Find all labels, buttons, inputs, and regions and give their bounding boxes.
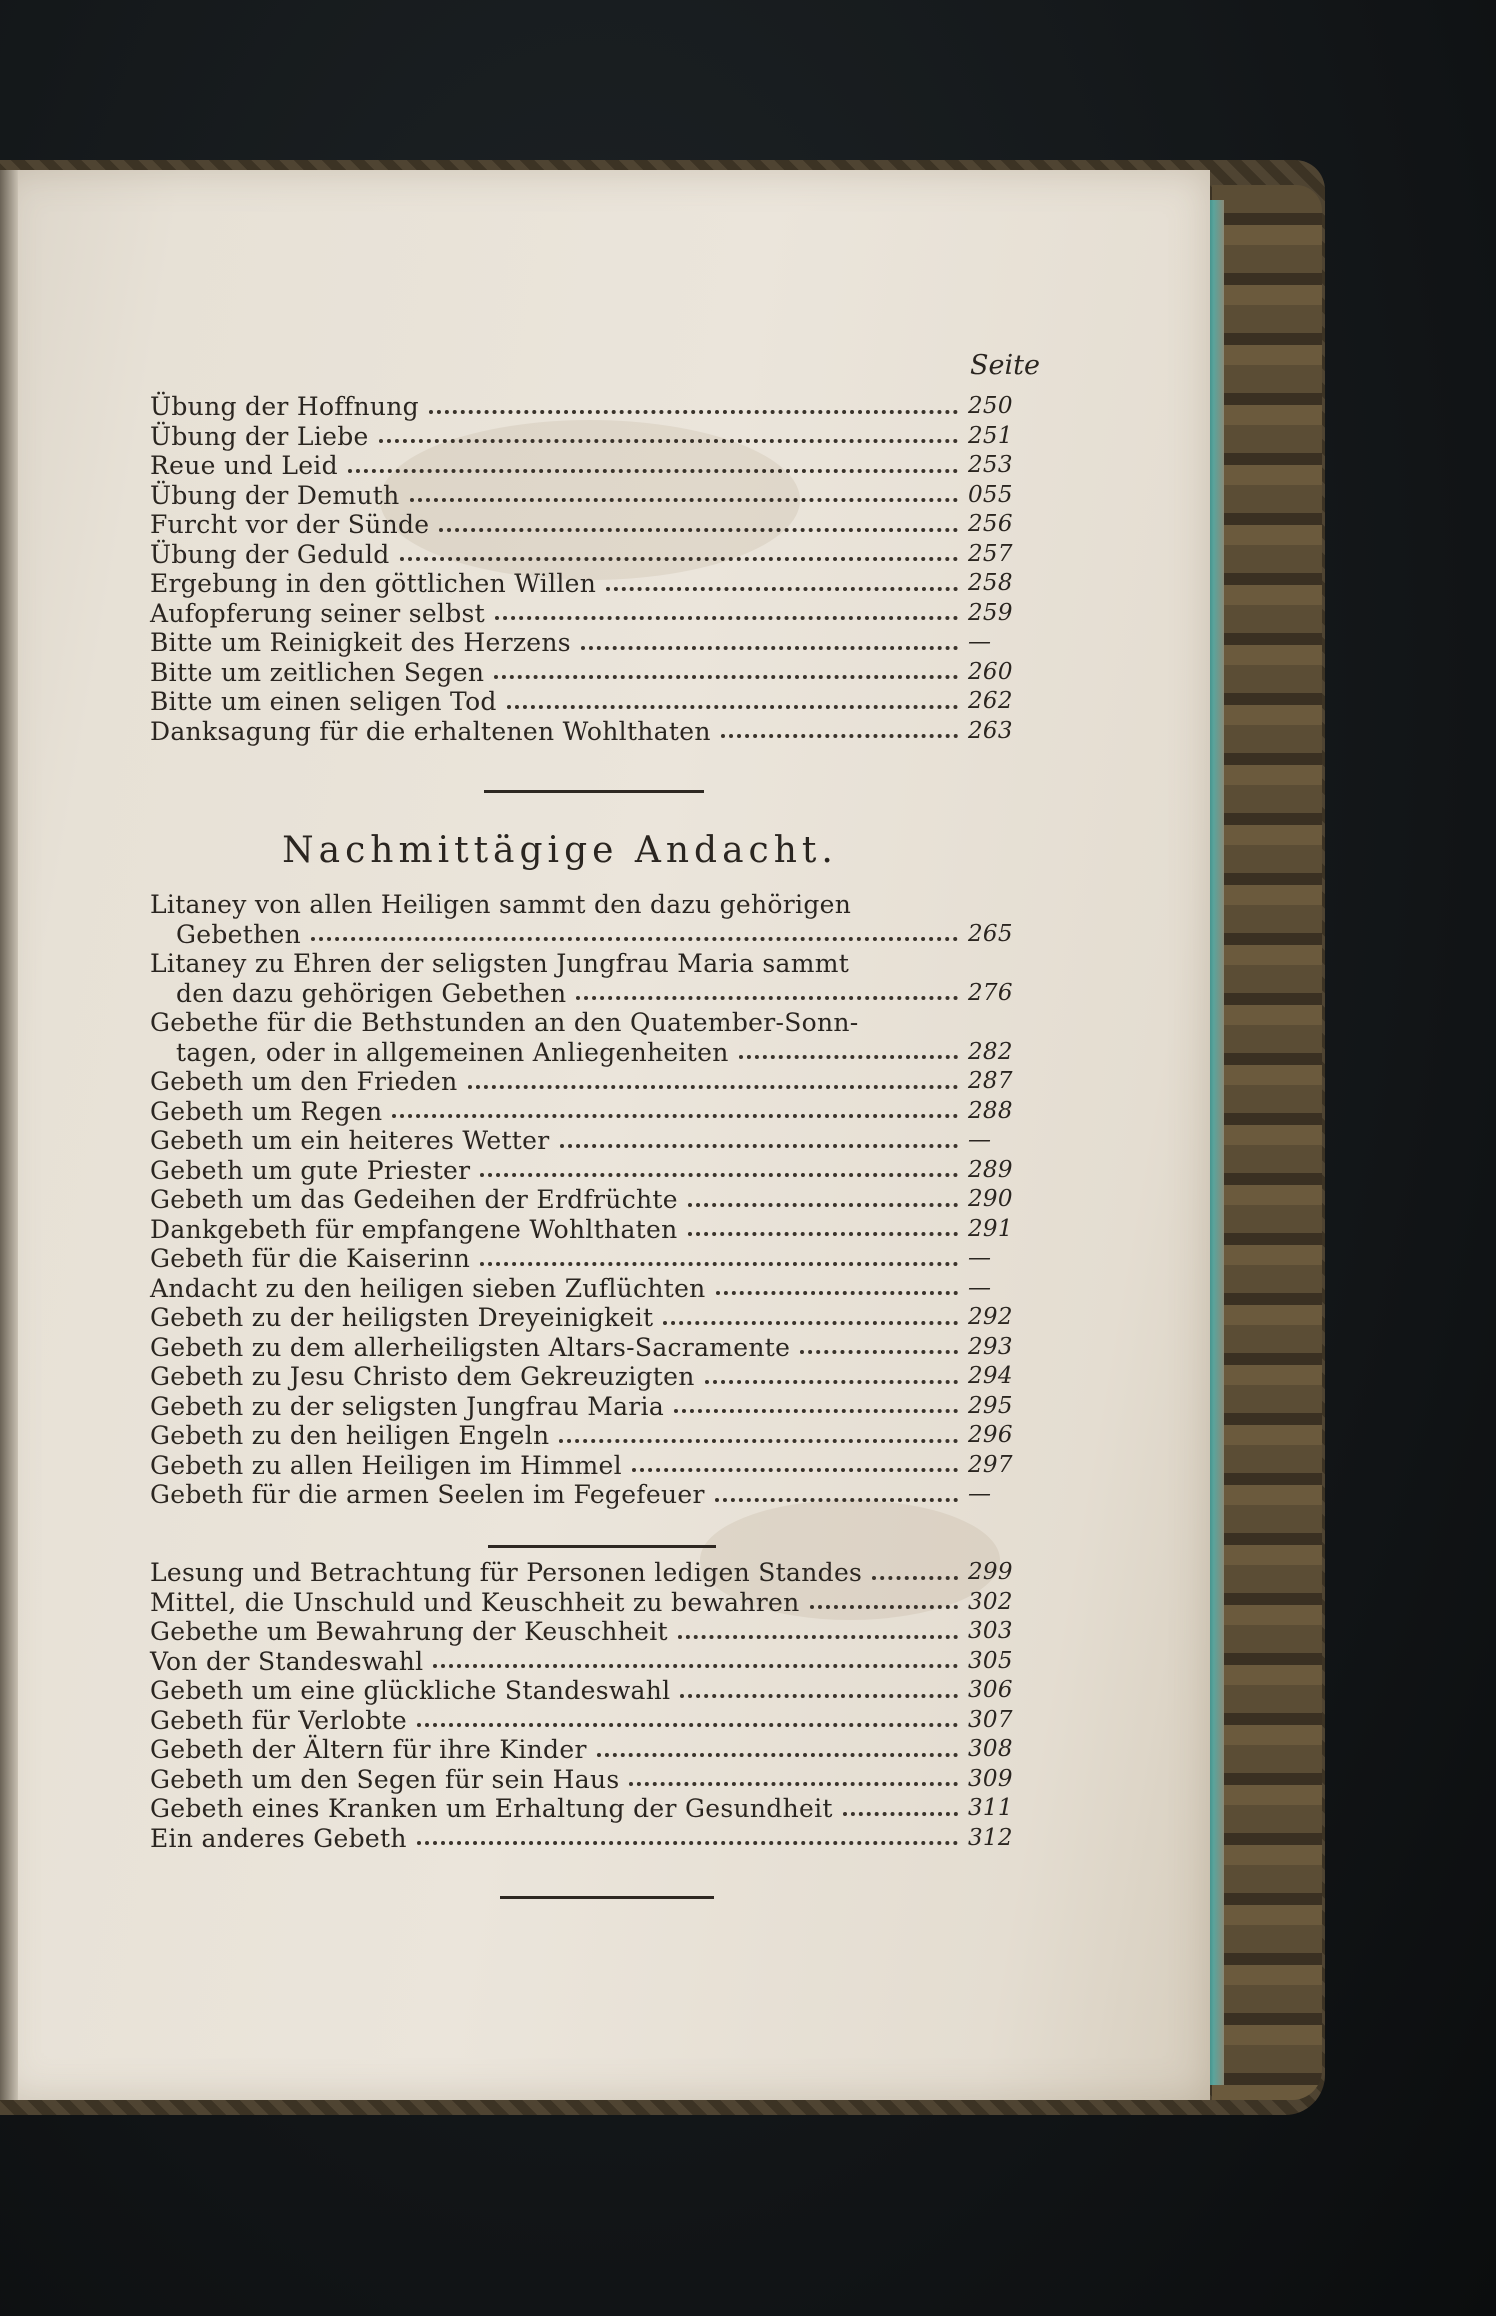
toc-entry — [150, 1067, 1020, 1097]
toc-entry-title: Gebethe für die Bethstunden an den Quatember-Sonn- — [150, 1008, 859, 1037]
toc-entry-title: Gebeth um Regen — [150, 1096, 383, 1126]
dot-leader — [843, 1812, 958, 1816]
toc-entry-page: — — [968, 1127, 992, 1153]
toc-entry — [150, 1480, 1020, 1510]
toc-entry-title: Litaney von allen Heiligen sammt den dazu gehörigen — [150, 890, 852, 919]
toc-entry-page: 289 — [968, 1156, 1013, 1183]
toc-entry — [150, 1676, 1020, 1706]
toc-entry-title: Gebeth zu dem allerheiligsten Altars-Sacramente — [150, 1332, 791, 1362]
toc-entry-page: 256 — [968, 511, 1013, 537]
toc-entry — [150, 1126, 1020, 1156]
toc-entry-page: 297 — [968, 1451, 1013, 1478]
toc-entry — [150, 1588, 1020, 1618]
dot-leader — [715, 1498, 958, 1502]
toc-entry-title: Gebeth der Ältern für ihre Kinder — [150, 1735, 587, 1764]
toc-entry — [150, 1215, 1020, 1245]
toc-entry-title: Gebeth eines Kranken um Erhaltung der Gesundheit — [150, 1794, 833, 1823]
toc-entry-page: 265 — [968, 920, 1013, 947]
toc-entry-page: 311 — [968, 1795, 1013, 1821]
dot-leader — [507, 705, 958, 709]
toc-entry — [150, 628, 1020, 658]
toc-entry-page: 259 — [968, 599, 1013, 626]
toc-entry-page: 258 — [968, 570, 1013, 596]
dot-leader — [480, 1262, 958, 1266]
dot-leader — [663, 1321, 958, 1325]
toc-entry-title: Gebeth zu den heiligen Engeln — [150, 1421, 550, 1450]
toc-entry-title: Gebeth um gute Priester — [150, 1155, 471, 1185]
dot-leader — [348, 469, 958, 473]
toc-entry — [150, 481, 1020, 511]
toc-entry-title: Bitte um zeitlichen Segen — [150, 657, 485, 687]
toc-entry-title: Danksagung für die erhaltenen Wohlthaten — [150, 716, 711, 746]
toc-entry-title: Gebeth um das Gedeihen der Erdfrüchte — [150, 1185, 678, 1214]
toc-entry-page: — — [968, 1481, 992, 1507]
toc-entry-page: 055 — [968, 481, 1013, 508]
toc-entry-page: 262 — [968, 688, 1013, 714]
toc-entry-title: Übung der Geduld — [150, 539, 390, 569]
toc-entry-page: 309 — [968, 1765, 1013, 1792]
section-divider — [488, 1545, 716, 1548]
toc-entry — [150, 1333, 1020, 1363]
toc-entry — [150, 599, 1020, 629]
dot-leader — [560, 1144, 959, 1148]
toc-entry — [150, 1156, 1020, 1186]
toc-entry-title: Gebeth zu der heiligsten Dreyeinigkeit — [150, 1303, 654, 1332]
dot-leader — [629, 1782, 958, 1786]
toc-entry-page: 287 — [968, 1068, 1013, 1094]
dot-leader — [800, 1350, 958, 1354]
toc-entry — [150, 1706, 1020, 1736]
dot-leader — [674, 1409, 958, 1413]
toc-entry-title: Gebeth zu allen Heiligen im Himmel — [150, 1450, 622, 1480]
dot-leader — [716, 1291, 958, 1295]
toc-entry-page: 302 — [968, 1588, 1013, 1615]
dot-leader — [581, 646, 958, 650]
toc-entry-page: 276 — [968, 979, 1013, 1006]
toc-entry — [150, 510, 1020, 540]
toc-entry-page: 257 — [968, 540, 1013, 567]
section-divider — [484, 790, 704, 793]
toc-entry — [150, 658, 1020, 688]
toc-entry — [150, 687, 1020, 717]
toc-entry-title: Dankgebeth für empfangene Wohlthaten — [150, 1214, 678, 1244]
toc-entry-page: 294 — [968, 1363, 1013, 1389]
toc-entry — [150, 1274, 1020, 1304]
toc-entry-title: Ein anderes Gebeth — [150, 1823, 407, 1853]
toc-entry-page: 251 — [968, 422, 1013, 449]
toc-entry-page: 263 — [968, 717, 1013, 744]
dot-leader — [480, 1173, 958, 1177]
toc-entry-page: 307 — [968, 1706, 1013, 1733]
toc-entry-title: Übung der Demuth — [150, 480, 400, 510]
dot-leader — [417, 1723, 958, 1727]
dot-leader — [400, 557, 958, 561]
toc-entry — [150, 1558, 1020, 1588]
toc-section-morning — [150, 392, 1020, 746]
dot-leader — [705, 1380, 958, 1384]
toc-entry-title: Gebeth für die Kaiserinn — [150, 1244, 471, 1273]
toc-entry-title: Von der Standeswahl — [150, 1646, 424, 1676]
dot-leader — [678, 1635, 958, 1639]
toc-entry-page: 282 — [968, 1038, 1013, 1065]
toc-entry-title: Gebeth für die armen Seelen im Fegefeuer — [150, 1480, 705, 1509]
toc-entry — [150, 1244, 1020, 1274]
dot-leader — [417, 1841, 958, 1845]
toc-entry-title: Gebeth um eine glückliche Standeswahl — [150, 1676, 671, 1705]
dot-leader — [433, 1664, 958, 1668]
toc-entry-page: 260 — [968, 658, 1013, 685]
toc-entry-page: 295 — [968, 1392, 1013, 1419]
toc-entry — [150, 717, 1020, 747]
toc-entry-title: Übung der Liebe — [150, 421, 369, 451]
toc-entry-page: 292 — [968, 1304, 1013, 1330]
toc-entry-title: Litaney zu Ehren der seligsten Jungfrau Maria sammt — [150, 949, 850, 978]
toc-entry-title-continued: den dazu gehörigen Gebethen — [176, 978, 567, 1008]
toc-entry-title: Gebeth um ein heiteres Wetter — [150, 1126, 550, 1155]
dot-leader — [597, 1753, 958, 1757]
page-column-label: Seite — [970, 350, 1040, 381]
toc-entry — [150, 451, 1020, 481]
toc-entry-page: 306 — [968, 1677, 1013, 1703]
toc-entry-title: Bitte um einen seligen Tod — [150, 687, 497, 716]
toc-entry-page: — — [968, 629, 992, 655]
toc-entry — [150, 1794, 1020, 1824]
dot-leader — [810, 1605, 959, 1609]
dot-leader — [632, 1468, 958, 1472]
toc-entry — [150, 569, 1020, 599]
toc-entry-title-continued: Gebethen — [176, 919, 302, 949]
dot-leader — [392, 1114, 958, 1118]
dot-leader — [494, 675, 958, 679]
toc-entry — [150, 1735, 1020, 1765]
toc-entry — [150, 392, 1020, 422]
toc-entry — [150, 1008, 1020, 1067]
toc-entry-title: Gebethe um Bewahrung der Keuschheit — [150, 1617, 668, 1646]
section-heading: Nachmittägige Andacht. — [282, 830, 838, 871]
toc-entry — [150, 1765, 1020, 1795]
toc-entry-title: Bitte um Reinigkeit des Herzens — [150, 628, 571, 657]
toc-entry — [150, 1617, 1020, 1647]
section-divider — [500, 1896, 714, 1899]
toc-entry-title: Gebeth um den Segen für sein Haus — [150, 1764, 620, 1794]
toc-entry — [150, 890, 1020, 949]
toc-entry — [150, 1362, 1020, 1392]
toc-entry — [150, 422, 1020, 452]
dot-leader — [680, 1694, 958, 1698]
dot-leader — [559, 1439, 958, 1443]
toc-entry-page: 290 — [968, 1186, 1013, 1212]
toc-entry — [150, 540, 1020, 570]
toc-entry-title: Reue und Leid — [150, 451, 338, 480]
cover-edge-pattern — [1212, 185, 1322, 2100]
dot-leader — [872, 1576, 958, 1580]
toc-entry-title: Mittel, die Unschuld und Keuschheit zu bewahren — [150, 1587, 800, 1617]
toc-entry-title: Übung der Hoffnung — [150, 392, 419, 421]
toc-entry — [150, 1303, 1020, 1333]
dot-leader — [721, 734, 958, 738]
toc-entry — [150, 949, 1020, 1008]
toc-entry-page: — — [968, 1245, 992, 1271]
toc-entry — [150, 1647, 1020, 1677]
toc-entry-page: 305 — [968, 1647, 1013, 1674]
toc-entry — [150, 1392, 1020, 1422]
dot-leader — [410, 498, 958, 502]
toc-entry-page: — — [968, 1274, 992, 1301]
toc-entry-page: 299 — [968, 1559, 1013, 1585]
toc-entry — [150, 1421, 1020, 1451]
toc-entry-title: Andacht zu den heiligen sieben Zuflüchten — [150, 1273, 706, 1303]
toc-entry-page: 293 — [968, 1333, 1013, 1360]
toc-entry-page: 308 — [968, 1736, 1013, 1762]
toc-entry-page: 303 — [968, 1618, 1013, 1644]
dot-leader — [311, 937, 958, 941]
toc-entry-page: 291 — [968, 1215, 1013, 1242]
toc-entry-page: 296 — [968, 1422, 1013, 1448]
toc-entry — [150, 1451, 1020, 1481]
toc-entry-title: Furcht vor der Sünde — [150, 510, 430, 539]
toc-entry — [150, 1097, 1020, 1127]
toc-section-afternoon — [150, 890, 1020, 1510]
toc-entry-page: 250 — [968, 393, 1013, 419]
toc-entry-title: Lesung und Betrachtung für Personen ledigen Standes — [150, 1558, 863, 1587]
dot-leader — [495, 616, 958, 620]
dot-leader — [606, 587, 958, 591]
dot-leader — [379, 439, 958, 443]
toc-entry-title: Ergebung in den göttlichen Willen — [150, 569, 597, 598]
toc-entry-title: Gebeth um den Frieden — [150, 1067, 458, 1096]
toc-entry — [150, 1824, 1020, 1854]
dot-leader — [739, 1055, 958, 1059]
toc-entry-page: 253 — [968, 452, 1013, 478]
toc-entry — [150, 1185, 1020, 1215]
dot-leader — [439, 528, 958, 532]
toc-entry-title: Aufopferung seiner selbst — [150, 598, 486, 628]
toc-entry-title-continued: tagen, oder in allgemeinen Anliegenheiten — [176, 1037, 729, 1067]
toc-entry-page: 312 — [968, 1824, 1013, 1851]
toc-entry-title: Gebeth zu Jesu Christo dem Gekreuzigten — [150, 1362, 695, 1391]
dot-leader — [576, 996, 958, 1000]
toc-entry-title: Gebeth zu der seligsten Jungfrau Maria — [150, 1391, 665, 1421]
toc-entry-title: Gebeth für Verlobte — [150, 1705, 408, 1735]
toc-entry-page: 288 — [968, 1097, 1013, 1124]
dot-leader — [688, 1232, 959, 1236]
dot-leader — [688, 1203, 958, 1207]
dot-leader — [468, 1085, 958, 1089]
dot-leader — [429, 410, 958, 414]
toc-section-single-state — [150, 1558, 1020, 1853]
